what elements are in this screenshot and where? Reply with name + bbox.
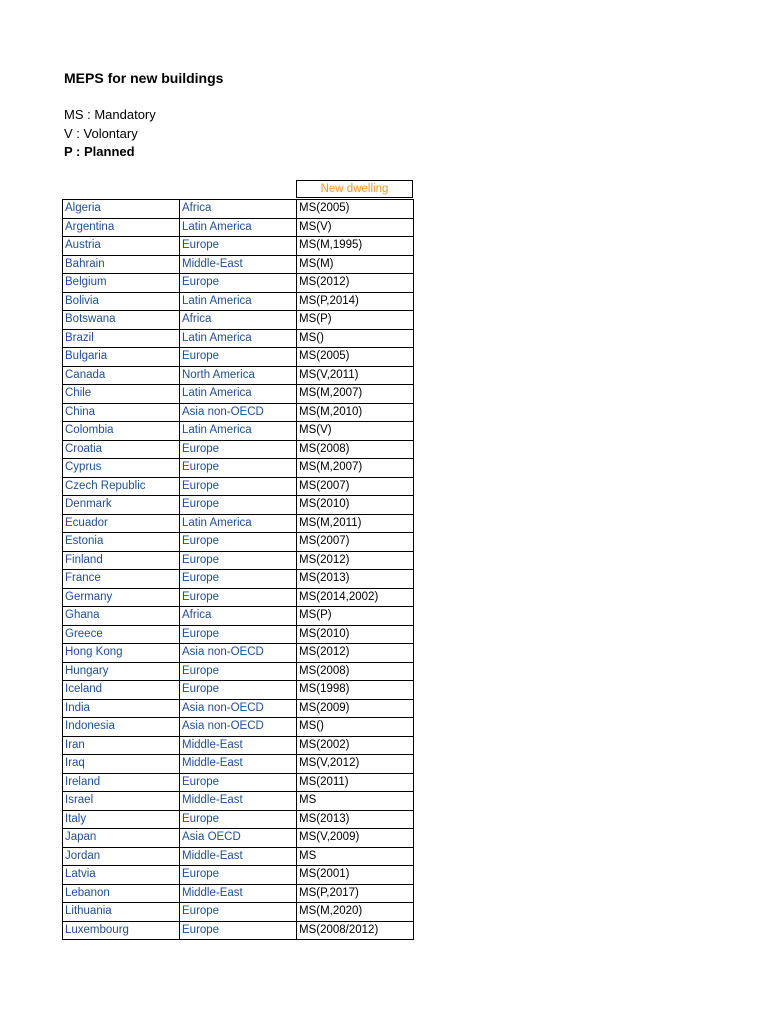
- country-cell: Italy: [63, 810, 180, 829]
- meps-table: [62, 199, 414, 940]
- country-cell: Finland: [63, 551, 180, 570]
- region-cell: Latin America: [180, 422, 297, 441]
- legend-item: V : Volontary: [64, 125, 138, 141]
- country-cell: Iran: [63, 736, 180, 755]
- region-cell: Middle-East: [180, 884, 297, 903]
- country-cell: France: [63, 570, 180, 589]
- country-cell: Croatia: [63, 440, 180, 459]
- table-row: [63, 237, 414, 256]
- region-cell: Asia non-OECD: [180, 699, 297, 718]
- table-row: [63, 274, 414, 293]
- region-cell: North America: [180, 366, 297, 385]
- table-body: [63, 200, 414, 940]
- new-dwelling-cell: MS(): [297, 329, 414, 348]
- new-dwelling-cell: MS(1998): [297, 681, 414, 700]
- table-row: [63, 200, 414, 219]
- country-cell: Ireland: [63, 773, 180, 792]
- table-row: [63, 718, 414, 737]
- legend-item: MS : Mandatory: [64, 107, 156, 122]
- country-cell: Lebanon: [63, 884, 180, 903]
- table-row: [63, 366, 414, 385]
- region-cell: Middle-East: [180, 755, 297, 774]
- table-row: [63, 440, 414, 459]
- region-cell: Europe: [180, 477, 297, 496]
- country-cell: Hong Kong: [63, 644, 180, 663]
- region-cell: Europe: [180, 496, 297, 515]
- new-dwelling-cell: MS(M,2011): [297, 514, 414, 533]
- legend-item: P : Planned: [64, 144, 135, 159]
- country-cell: Japan: [63, 829, 180, 848]
- table-row: [63, 588, 414, 607]
- country-cell: Israel: [63, 792, 180, 811]
- region-cell: Africa: [180, 200, 297, 219]
- table-row: [63, 903, 414, 922]
- new-dwelling-cell: MS(2007): [297, 533, 414, 552]
- region-cell: Latin America: [180, 218, 297, 237]
- table-row: [63, 496, 414, 515]
- new-dwelling-cell: MS(2005): [297, 348, 414, 367]
- table-row: [63, 348, 414, 367]
- new-dwelling-cell: MS(V,2012): [297, 755, 414, 774]
- country-cell: Lithuania: [63, 903, 180, 922]
- new-dwelling-cell: MS(2010): [297, 625, 414, 644]
- new-dwelling-cell: MS(2007): [297, 477, 414, 496]
- new-dwelling-cell: MS(2008): [297, 440, 414, 459]
- new-dwelling-cell: MS(P,2014): [297, 292, 414, 311]
- table-row: [63, 477, 414, 496]
- new-dwelling-cell: MS: [297, 847, 414, 866]
- country-cell: Botswana: [63, 311, 180, 330]
- table-row: [63, 533, 414, 552]
- new-dwelling-cell: MS(2001): [297, 866, 414, 885]
- new-dwelling-cell: MS(M,1995): [297, 237, 414, 256]
- country-cell: Austria: [63, 237, 180, 256]
- region-cell: Africa: [180, 607, 297, 626]
- region-cell: Latin America: [180, 514, 297, 533]
- new-dwelling-cell: MS: [297, 792, 414, 811]
- table-row: [63, 681, 414, 700]
- table-row: [63, 866, 414, 885]
- new-dwelling-cell: MS(2013): [297, 570, 414, 589]
- region-cell: Europe: [180, 348, 297, 367]
- country-cell: Indonesia: [63, 718, 180, 737]
- region-cell: Europe: [180, 237, 297, 256]
- table-row: [63, 625, 414, 644]
- region-cell: Europe: [180, 921, 297, 940]
- region-cell: Latin America: [180, 292, 297, 311]
- region-cell: Europe: [180, 773, 297, 792]
- region-cell: Asia non-OECD: [180, 644, 297, 663]
- region-cell: Europe: [180, 533, 297, 552]
- table-row: [63, 459, 414, 478]
- new-dwelling-cell: MS(V): [297, 422, 414, 441]
- country-cell: Cyprus: [63, 459, 180, 478]
- table-row: [63, 218, 414, 237]
- country-cell: Algeria: [63, 200, 180, 219]
- new-dwelling-cell: MS(2012): [297, 644, 414, 663]
- new-dwelling-cell: MS(2009): [297, 699, 414, 718]
- country-cell: Colombia: [63, 422, 180, 441]
- page-title: MEPS for new buildings: [64, 70, 224, 86]
- table-row: [63, 847, 414, 866]
- legend: [64, 106, 156, 162]
- table-row: [63, 662, 414, 681]
- country-cell: Latvia: [63, 866, 180, 885]
- region-cell: Middle-East: [180, 847, 297, 866]
- country-cell: Ecuador: [63, 514, 180, 533]
- country-cell: Argentina: [63, 218, 180, 237]
- region-cell: Africa: [180, 311, 297, 330]
- table-row: [63, 551, 414, 570]
- country-cell: Bahrain: [63, 255, 180, 274]
- country-cell: Czech Republic: [63, 477, 180, 496]
- new-dwelling-cell: MS(M,2007): [297, 459, 414, 478]
- country-cell: Estonia: [63, 533, 180, 552]
- table-row: [63, 810, 414, 829]
- country-cell: China: [63, 403, 180, 422]
- region-cell: Latin America: [180, 385, 297, 404]
- new-dwelling-cell: MS(2013): [297, 810, 414, 829]
- table-row: [63, 311, 414, 330]
- column-header-new-dwelling: New dwelling: [296, 180, 413, 198]
- table-row: [63, 792, 414, 811]
- table-row: [63, 884, 414, 903]
- country-cell: India: [63, 699, 180, 718]
- country-cell: Luxembourg: [63, 921, 180, 940]
- table-row: [63, 514, 414, 533]
- country-cell: Canada: [63, 366, 180, 385]
- region-cell: Europe: [180, 662, 297, 681]
- new-dwelling-cell: MS(M,2007): [297, 385, 414, 404]
- table-row: [63, 921, 414, 940]
- table-row: [63, 829, 414, 848]
- new-dwelling-cell: MS(P): [297, 311, 414, 330]
- new-dwelling-cell: MS(2002): [297, 736, 414, 755]
- new-dwelling-cell: MS(2005): [297, 200, 414, 219]
- region-cell: Asia non-OECD: [180, 403, 297, 422]
- table-row: [63, 422, 414, 441]
- country-cell: Iraq: [63, 755, 180, 774]
- new-dwelling-cell: MS(2008/2012): [297, 921, 414, 940]
- country-cell: Bolivia: [63, 292, 180, 311]
- region-cell: Europe: [180, 570, 297, 589]
- region-cell: Europe: [180, 810, 297, 829]
- table-row: [63, 607, 414, 626]
- table-row: [63, 644, 414, 663]
- country-cell: Iceland: [63, 681, 180, 700]
- region-cell: Europe: [180, 903, 297, 922]
- country-cell: Denmark: [63, 496, 180, 515]
- region-cell: Europe: [180, 681, 297, 700]
- new-dwelling-cell: MS(2014,2002): [297, 588, 414, 607]
- region-cell: Latin America: [180, 329, 297, 348]
- region-cell: Europe: [180, 588, 297, 607]
- new-dwelling-cell: MS(M,2020): [297, 903, 414, 922]
- new-dwelling-cell: MS(2011): [297, 773, 414, 792]
- region-cell: Middle-East: [180, 255, 297, 274]
- table-row: [63, 755, 414, 774]
- table-row: [63, 570, 414, 589]
- country-cell: Germany: [63, 588, 180, 607]
- country-cell: Jordan: [63, 847, 180, 866]
- region-cell: Middle-East: [180, 792, 297, 811]
- new-dwelling-cell: MS(2010): [297, 496, 414, 515]
- region-cell: Europe: [180, 459, 297, 478]
- region-cell: Asia non-OECD: [180, 718, 297, 737]
- new-dwelling-cell: MS(2012): [297, 551, 414, 570]
- table-row: [63, 773, 414, 792]
- new-dwelling-cell: MS(P): [297, 607, 414, 626]
- table-row: [63, 329, 414, 348]
- country-cell: Belgium: [63, 274, 180, 293]
- new-dwelling-cell: MS(V,2011): [297, 366, 414, 385]
- region-cell: Asia OECD: [180, 829, 297, 848]
- new-dwelling-cell: MS(M,2010): [297, 403, 414, 422]
- country-cell: Ghana: [63, 607, 180, 626]
- region-cell: Europe: [180, 866, 297, 885]
- table-row: [63, 736, 414, 755]
- country-cell: Greece: [63, 625, 180, 644]
- region-cell: Middle-East: [180, 736, 297, 755]
- new-dwelling-cell: MS(P,2017): [297, 884, 414, 903]
- new-dwelling-cell: MS(V): [297, 218, 414, 237]
- new-dwelling-cell: MS(2008): [297, 662, 414, 681]
- region-cell: Europe: [180, 551, 297, 570]
- region-cell: Europe: [180, 625, 297, 644]
- region-cell: Europe: [180, 274, 297, 293]
- new-dwelling-cell: MS(2012): [297, 274, 414, 293]
- country-cell: Bulgaria: [63, 348, 180, 367]
- region-cell: Europe: [180, 440, 297, 459]
- table-row: [63, 292, 414, 311]
- country-cell: Brazil: [63, 329, 180, 348]
- new-dwelling-cell: MS(): [297, 718, 414, 737]
- table-row: [63, 403, 414, 422]
- table-row: [63, 255, 414, 274]
- new-dwelling-cell: MS(V,2009): [297, 829, 414, 848]
- new-dwelling-cell: MS(M): [297, 255, 414, 274]
- country-cell: Hungary: [63, 662, 180, 681]
- country-cell: Chile: [63, 385, 180, 404]
- table-row: [63, 385, 414, 404]
- table-row: [63, 699, 414, 718]
